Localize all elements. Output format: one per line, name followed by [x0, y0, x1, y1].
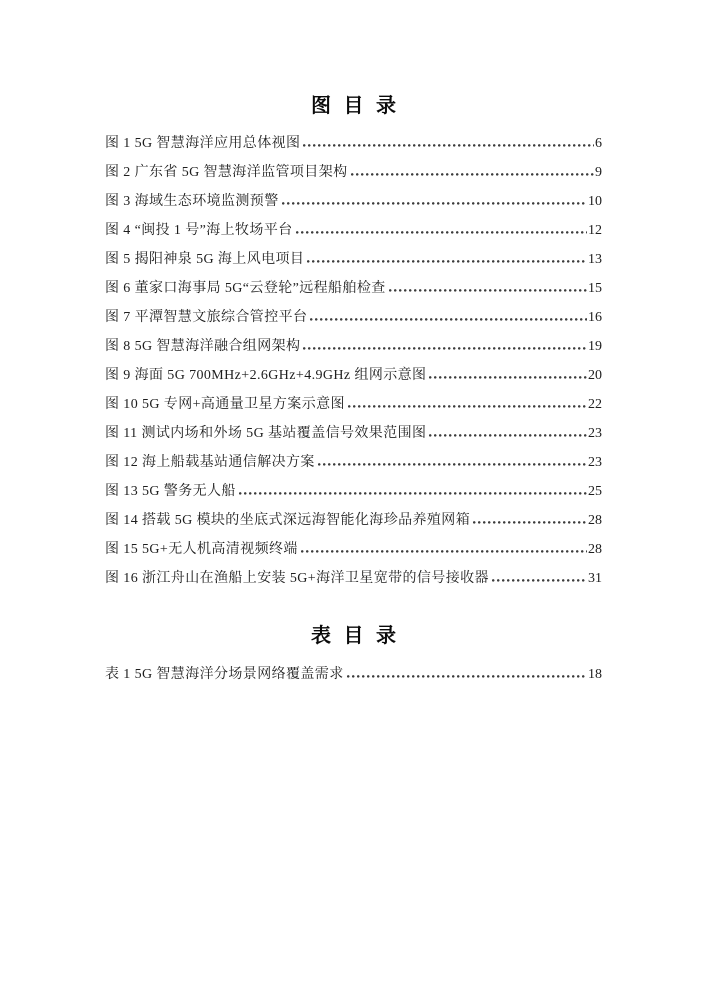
toc-entry — [105, 660, 602, 689]
toc-entry — [105, 303, 602, 332]
toc-content — [105, 0, 602, 689]
toc-entry-label: 图 11 测试内场和外场 5G 基站覆盖信号效果范围图 — [105, 426, 427, 441]
toc-entry-label: 图 8 5G 智慧海洋融合组网架构 — [105, 339, 301, 354]
toc-entry-label: 图 5 揭阳神泉 5G 海上风电项目 — [105, 252, 305, 267]
dot-leader — [473, 510, 587, 524]
toc-entry-label: 图 12 海上船载基站通信解决方案 — [105, 455, 315, 470]
toc-entry-label: 图 1 5G 智慧海洋应用总体视图 — [105, 136, 301, 151]
toc-entry — [105, 216, 602, 245]
toc-entry-page-number: 20 — [588, 368, 602, 383]
toc-entry — [105, 448, 602, 477]
dot-leader — [303, 336, 587, 350]
toc-entry-label: 图 7 平潭智慧文旅综合管控平台 — [105, 310, 308, 325]
toc-entry — [105, 361, 602, 390]
toc-entry — [105, 419, 602, 448]
toc-entry-page-number: 22 — [588, 397, 602, 412]
toc-entry-label: 图 9 海面 5G 700MHz+2.6GHz+4.9GHz 组网示意图 — [105, 368, 427, 383]
toc-entry — [105, 245, 602, 274]
toc-entry-page-number: 25 — [588, 484, 602, 499]
toc-entry-page-number: 28 — [588, 513, 602, 528]
toc-entry — [105, 332, 602, 361]
dot-leader — [351, 162, 594, 176]
toc-entry — [105, 506, 602, 535]
dot-leader — [301, 539, 587, 553]
toc-entry-page-number: 31 — [588, 571, 602, 586]
toc-entry-label: 图 16 浙江舟山在渔船上安装 5G+海洋卫星宽带的信号接收器 — [105, 571, 489, 586]
toc-entry-page-number: 18 — [588, 667, 602, 682]
figures-toc-title: 图 目 录 — [310, 95, 397, 117]
toc-entry — [105, 274, 602, 303]
dot-leader — [310, 307, 587, 321]
toc-entry-page-number: 19 — [588, 339, 602, 354]
toc-entry-page-number: 23 — [588, 426, 602, 441]
dot-leader — [239, 481, 587, 495]
toc-entry — [105, 535, 602, 564]
toc-entry — [105, 564, 602, 593]
toc-entry-page-number: 23 — [588, 455, 602, 470]
toc-entry-page-number: 15 — [588, 281, 602, 296]
tables-toc-title: 表 目 录 — [310, 625, 397, 647]
toc-entry — [105, 187, 602, 216]
dot-leader — [429, 423, 587, 437]
toc-entry-page-number: 13 — [588, 252, 602, 267]
toc-entry-page-number: 10 — [588, 194, 602, 209]
toc-entry-label: 图 3 海域生态环境监测预警 — [105, 194, 279, 209]
dot-leader — [296, 220, 587, 234]
toc-entry-label: 图 15 5G+无人机高清视频终端 — [105, 542, 298, 557]
dot-leader — [348, 394, 587, 408]
toc-entry-page-number: 12 — [588, 223, 602, 238]
toc-entry-label: 图 10 5G 专网+高通量卫星方案示意图 — [105, 397, 345, 412]
toc-entry — [105, 129, 602, 158]
toc-entry-label: 图 2 广东省 5G 智慧海洋监管项目架构 — [105, 165, 348, 180]
toc-entry-label: 图 14 搭载 5G 模块的坐底式深远海智能化海珍品养殖网箱 — [105, 513, 471, 528]
toc-entry-page-number: 28 — [588, 542, 602, 557]
dot-leader — [307, 249, 587, 263]
dot-leader — [318, 452, 587, 466]
toc-entry-label: 表 1 5G 智慧海洋分场景网络覆盖需求 — [105, 667, 344, 682]
toc-entry-page-number: 6 — [595, 136, 602, 151]
dot-leader — [389, 278, 587, 292]
toc-entry — [105, 158, 602, 187]
toc-entry — [105, 390, 602, 419]
toc-entry-label: 图 13 5G 警务无人船 — [105, 484, 236, 499]
figures-toc-list — [105, 129, 602, 593]
toc-entry-label: 图 4 “闽投 1 号”海上牧场平台 — [105, 223, 293, 238]
dot-leader — [282, 191, 587, 205]
dot-leader — [303, 133, 594, 147]
dot-leader — [347, 664, 587, 678]
dot-leader — [492, 568, 587, 582]
toc-entry-label: 图 6 董家口海事局 5G“云登轮”远程船舶检查 — [105, 281, 386, 296]
toc-entry-page-number: 16 — [588, 310, 602, 325]
dot-leader — [429, 365, 587, 379]
tables-toc-list — [105, 660, 602, 689]
toc-entry — [105, 477, 602, 506]
toc-entry-page-number: 9 — [595, 165, 602, 180]
